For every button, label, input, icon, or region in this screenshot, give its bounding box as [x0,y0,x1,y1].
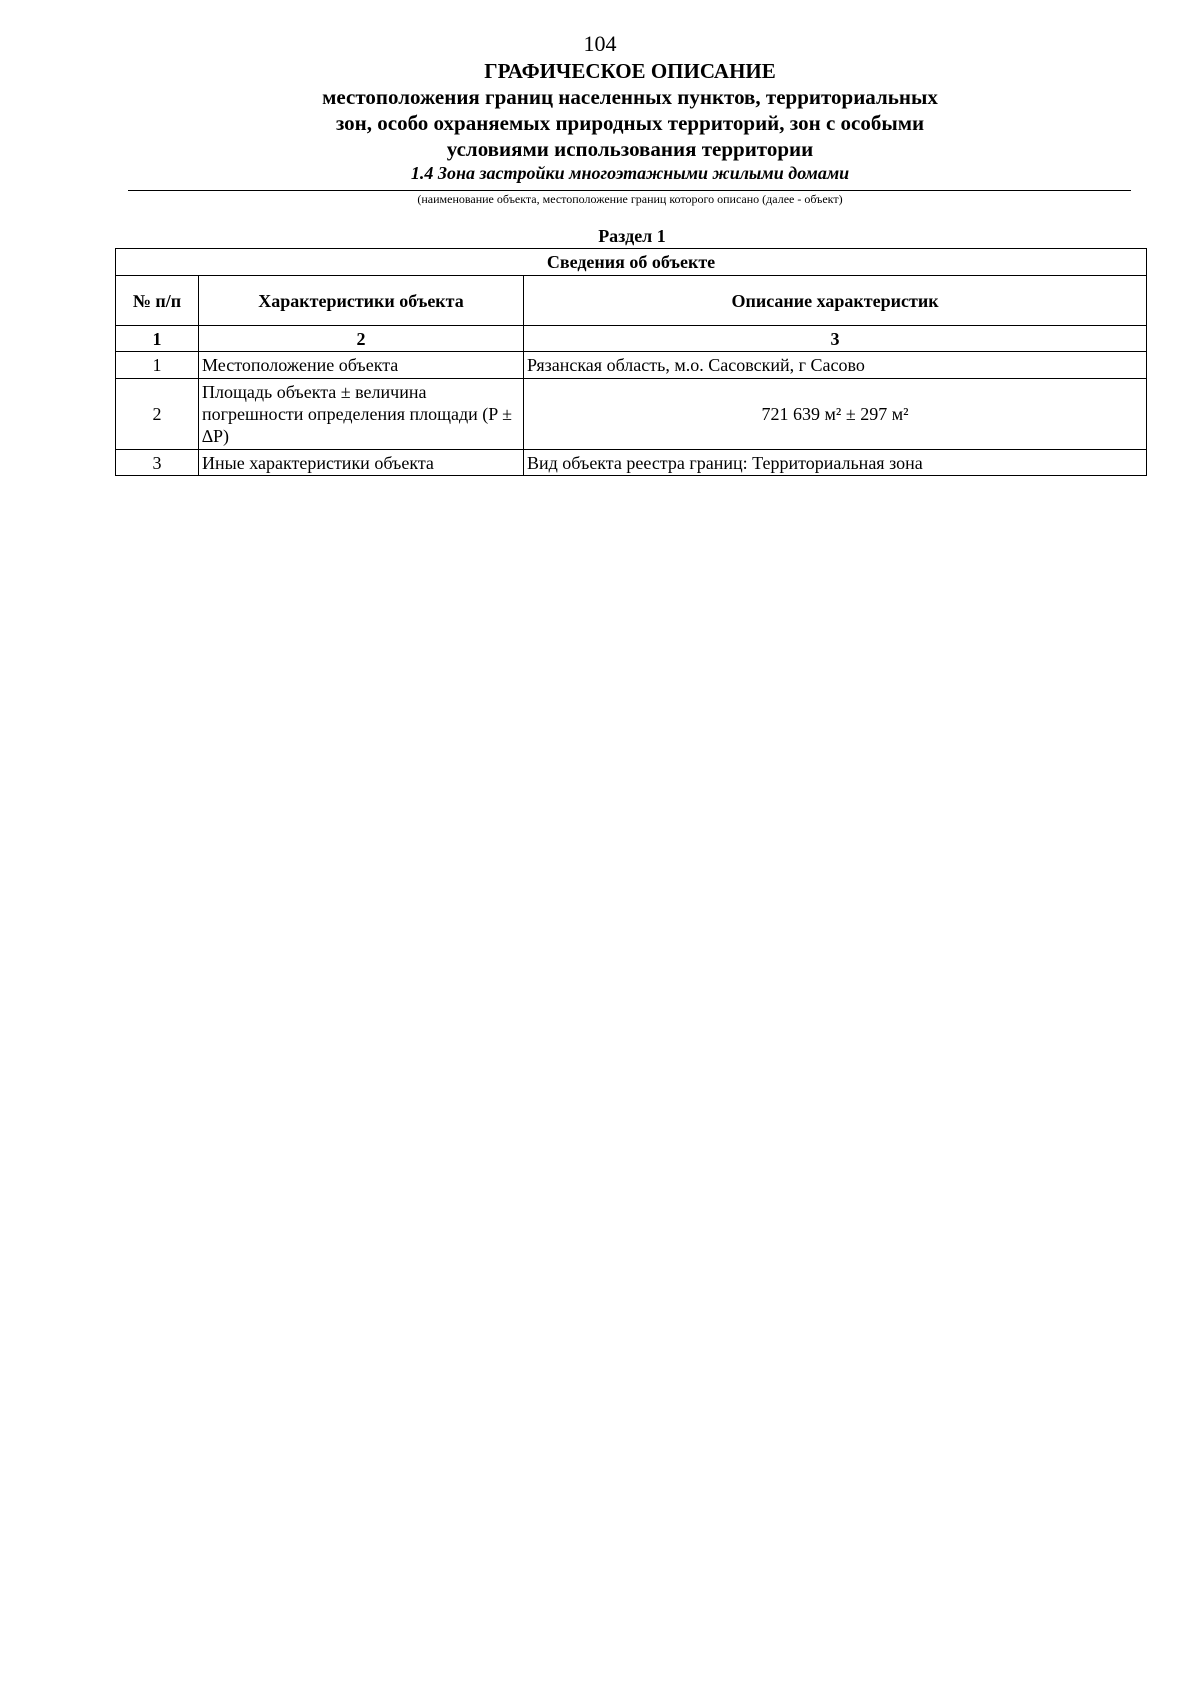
section-title: Раздел 1 [598,226,666,246]
page-number: 104 [583,31,617,56]
object-name-underline [128,190,1131,191]
header-num: № п/п [116,276,199,326]
object-name: 1.4 Зона застройки многоэтажными жилыми домами [410,163,850,183]
row-description: Вид объекта реестра границ: Территориальная зона [524,450,1147,476]
column-numbers-row [116,326,1147,352]
object-info-table [115,248,1147,476]
row-description: 721 639 м² ± 297 м² [524,379,1147,450]
column-number: 3 [524,326,1147,352]
row-num: 2 [116,379,199,450]
row-description: Рязанская область, м.о. Сасовский, г Сасово [524,352,1147,379]
row-characteristic: Местоположение объекта [199,352,524,379]
table-row [116,352,1147,379]
column-number: 2 [199,326,524,352]
table-row [116,379,1147,450]
object-name-caption: (наименование объекта, местоположение границ которого описано (далее - объект) [417,192,843,206]
title-line-3: условиями использования территории [446,137,814,161]
header-characteristic: Характеристики объекта [199,276,524,326]
document-title [130,58,1130,162]
title-heading: ГРАФИЧЕСКОЕ ОПИСАНИЕ [484,59,776,83]
row-num: 1 [116,352,199,379]
title-line-1: местоположения границ населенных пунктов, территориальных [322,85,938,109]
header-description: Описание характеристик [524,276,1147,326]
table-header-row [116,276,1147,326]
row-characteristic: Иные характеристики объекта [199,450,524,476]
row-characteristic: Площадь объекта ± величина погрешности определения площади (P ± ∆P) [199,379,524,450]
title-line-2: зон, особо охраняемых природных территорий, зон с особыми [335,111,925,135]
table-row [116,450,1147,476]
column-number: 1 [116,326,199,352]
table-caption: Сведения об объекте [116,249,1147,276]
table-caption-row [116,249,1147,276]
row-num: 3 [116,450,199,476]
